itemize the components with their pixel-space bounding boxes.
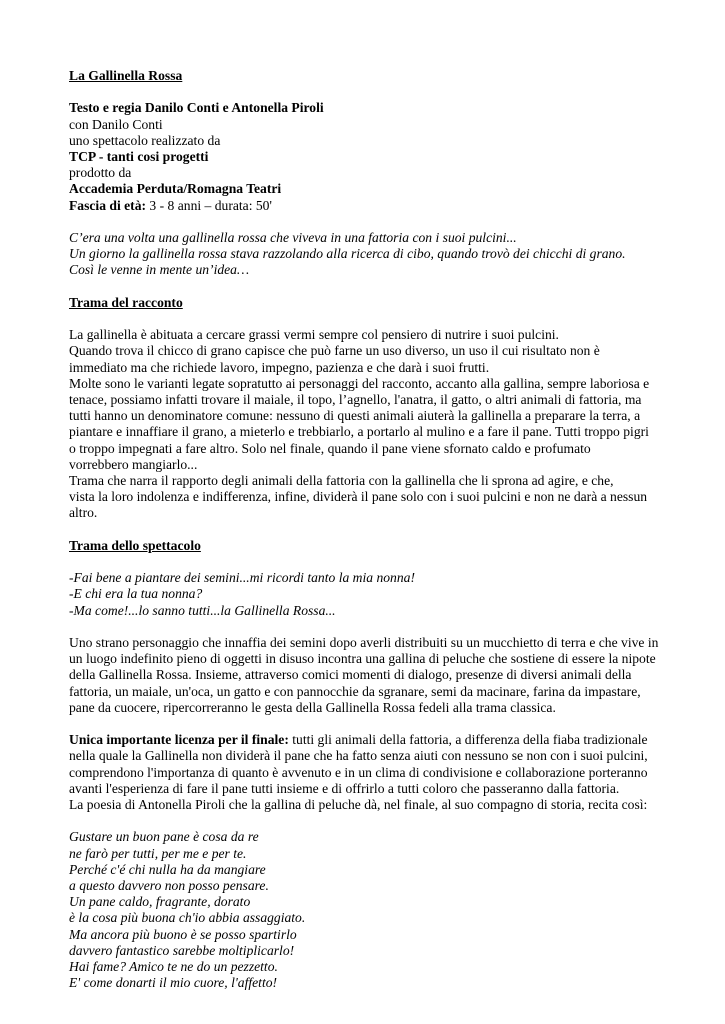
credits-performer: con Danilo Conti <box>69 116 163 132</box>
license-first-line <box>69 732 689 748</box>
poem-line: E' come donarti il mio cuore, l'affetto! <box>69 975 278 991</box>
story-line: Trama che narra il rapporto degli animali della fattoria con la gallinella che li sprona ad agire, e che, <box>69 473 614 489</box>
show-line: pane da cuocere, ripercorreranno le gesta della Gallinella Rossa fedeli alla trama classica. <box>69 699 556 715</box>
show-line: un luogo indefinito pieno di oggetti in disuso incontra una gallina di peluche che sostiene di essere la nipote <box>69 651 656 667</box>
document-body <box>69 68 689 991</box>
document-title: La Gallinella Rossa <box>69 68 183 83</box>
show-line: fattoria, un maiale, un'oca, un gatto e con pannocchie da sgranare, semi da macinare, farina da impastare, <box>69 683 641 699</box>
section-heading-show: Trama dello spettacolo <box>69 537 201 553</box>
dialogue-line: -Fai bene a piantare dei semini...mi ricordi tanto la mia nonna! <box>69 570 415 586</box>
poem-line: davvero fantastico sarebbe moltiplicarlo! <box>69 942 295 958</box>
story-line: altro. <box>69 505 98 521</box>
age-range <box>69 198 689 214</box>
story-line: o troppo impegnati a fare altro. Solo nel finale, quando il pane viene sfornato caldo e profumato <box>69 440 591 456</box>
credits-authors: Testo e regia Danilo Conti e Antonella Piroli <box>69 100 324 116</box>
poem-line: Un pane caldo, fragrante, dorato <box>69 894 251 910</box>
poem-line: Gustare un buon pane è cosa da re <box>69 829 259 845</box>
story-line: tutti hanno un denominatore comune: nessuno di questi animali aiuterà la gallinella a preparare la terra, a <box>69 408 641 424</box>
story-line: tenace, possiamo infatti trovare il maiale, il topo, l’agnello, l'anatra, il gatto, o altri animali di fattoria, ma <box>69 392 642 407</box>
credits-produced-by: prodotto da <box>69 165 132 181</box>
license-first-text: tutti gli animali della fattoria, a differenza della fiaba tradizionale <box>288 732 648 748</box>
poem-line: è la cosa più buona ch'io abbia assaggiato. <box>69 910 306 926</box>
story-line: immediato ma che richiede lavoro, impegno, pazienza e che darà i suoi frutti. <box>69 359 490 375</box>
section-heading-story: Trama del racconto <box>69 294 183 310</box>
story-line: Molte sono le varianti legate sopratutto ai personaggi del racconto, accanto alla gallina, sempre laboriosa e <box>69 375 650 391</box>
credits-producer: Accademia Perduta/Romagna Teatri <box>69 181 282 197</box>
story-line: vista la loro indolenza e indifferenza, infine, dividerà il pane solo con i suoi pulcini e non ne darà a nessun <box>69 489 648 505</box>
story-line: Quando trova il chicco di grano capisce che può farne un uso diverso, un uso il cui risultato non è <box>69 343 600 359</box>
license-line: La poesia di Antonella Piroli che la gallina di peluche dà, nel finale, al suo compagno di storia, recita così: <box>69 797 648 813</box>
intro-line: Così le venne in mente un’idea… <box>69 262 250 278</box>
poem-line: Hai fame? Amico te ne do un pezzetto. <box>69 959 278 975</box>
intro-line: Un giorno la gallinella rossa stava razzolando alla ricerca di cibo, quando trovò dei chicchi di grano. <box>69 246 626 262</box>
license-label: Unica importante licenza per il finale: <box>69 732 289 748</box>
poem-line: a questo davvero non posso pensare. <box>69 878 269 894</box>
credits-realized-by: uno spettacolo realizzato da <box>69 132 221 148</box>
age-range-label: Fascia di età: <box>69 197 147 213</box>
poem-line: Ma ancora più buono è se posso spartirlo <box>69 926 297 942</box>
poem-line: Perché c'é chi nulla ha da mangiare <box>69 861 266 877</box>
dialogue-line: -E chi era la tua nonna? <box>69 586 203 602</box>
story-line: La gallinella è abituata a cercare grassi vermi sempre col pensiero di nutrire i suoi pulcini. <box>69 327 559 343</box>
license-line: avanti l'esperienza di fare il pane tutti insieme e di offrirlo a tutti coloro che passeranno dalla fattoria. <box>69 780 620 796</box>
intro-line: C’era una volta una gallinella rossa che viveva in una fattoria con i suoi pulcini... <box>69 230 517 245</box>
license-line: comprendono l'importanza di quanto è avvenuto e in un clima di condivisione e collaborazione porteranno <box>69 764 648 780</box>
credits-company: TCP - tanti cosi progetti <box>69 149 209 164</box>
show-line: della Gallinella Rossa. Insieme, attraverso comici momenti di dialogo, presenze di diversi animali della <box>69 667 632 683</box>
show-line: Uno strano personaggio che innaffia dei semini dopo averli distribuiti su un mucchietto di terra e che vive in <box>69 635 659 650</box>
poem-line: ne farò per tutti, per me e per te. <box>69 845 247 861</box>
story-line: vorrebbero mangiarlo... <box>69 456 198 472</box>
dialogue-line: -Ma come!...lo sanno tutti...la Gallinella Rossa... <box>69 602 336 618</box>
age-range-value: 3 - 8 anni – durata: 50' <box>146 197 272 213</box>
story-line: piantare e innaffiare il grano, a mieterlo e trebbiarlo, a portarlo al mulino e a fare il pane. Tutti troppo pigri <box>69 424 649 440</box>
license-line: nella quale la Gallinella non dividerà il pane che ha fatto senza aiuti con nessuno se non con i suoi pulcini, <box>69 748 648 764</box>
